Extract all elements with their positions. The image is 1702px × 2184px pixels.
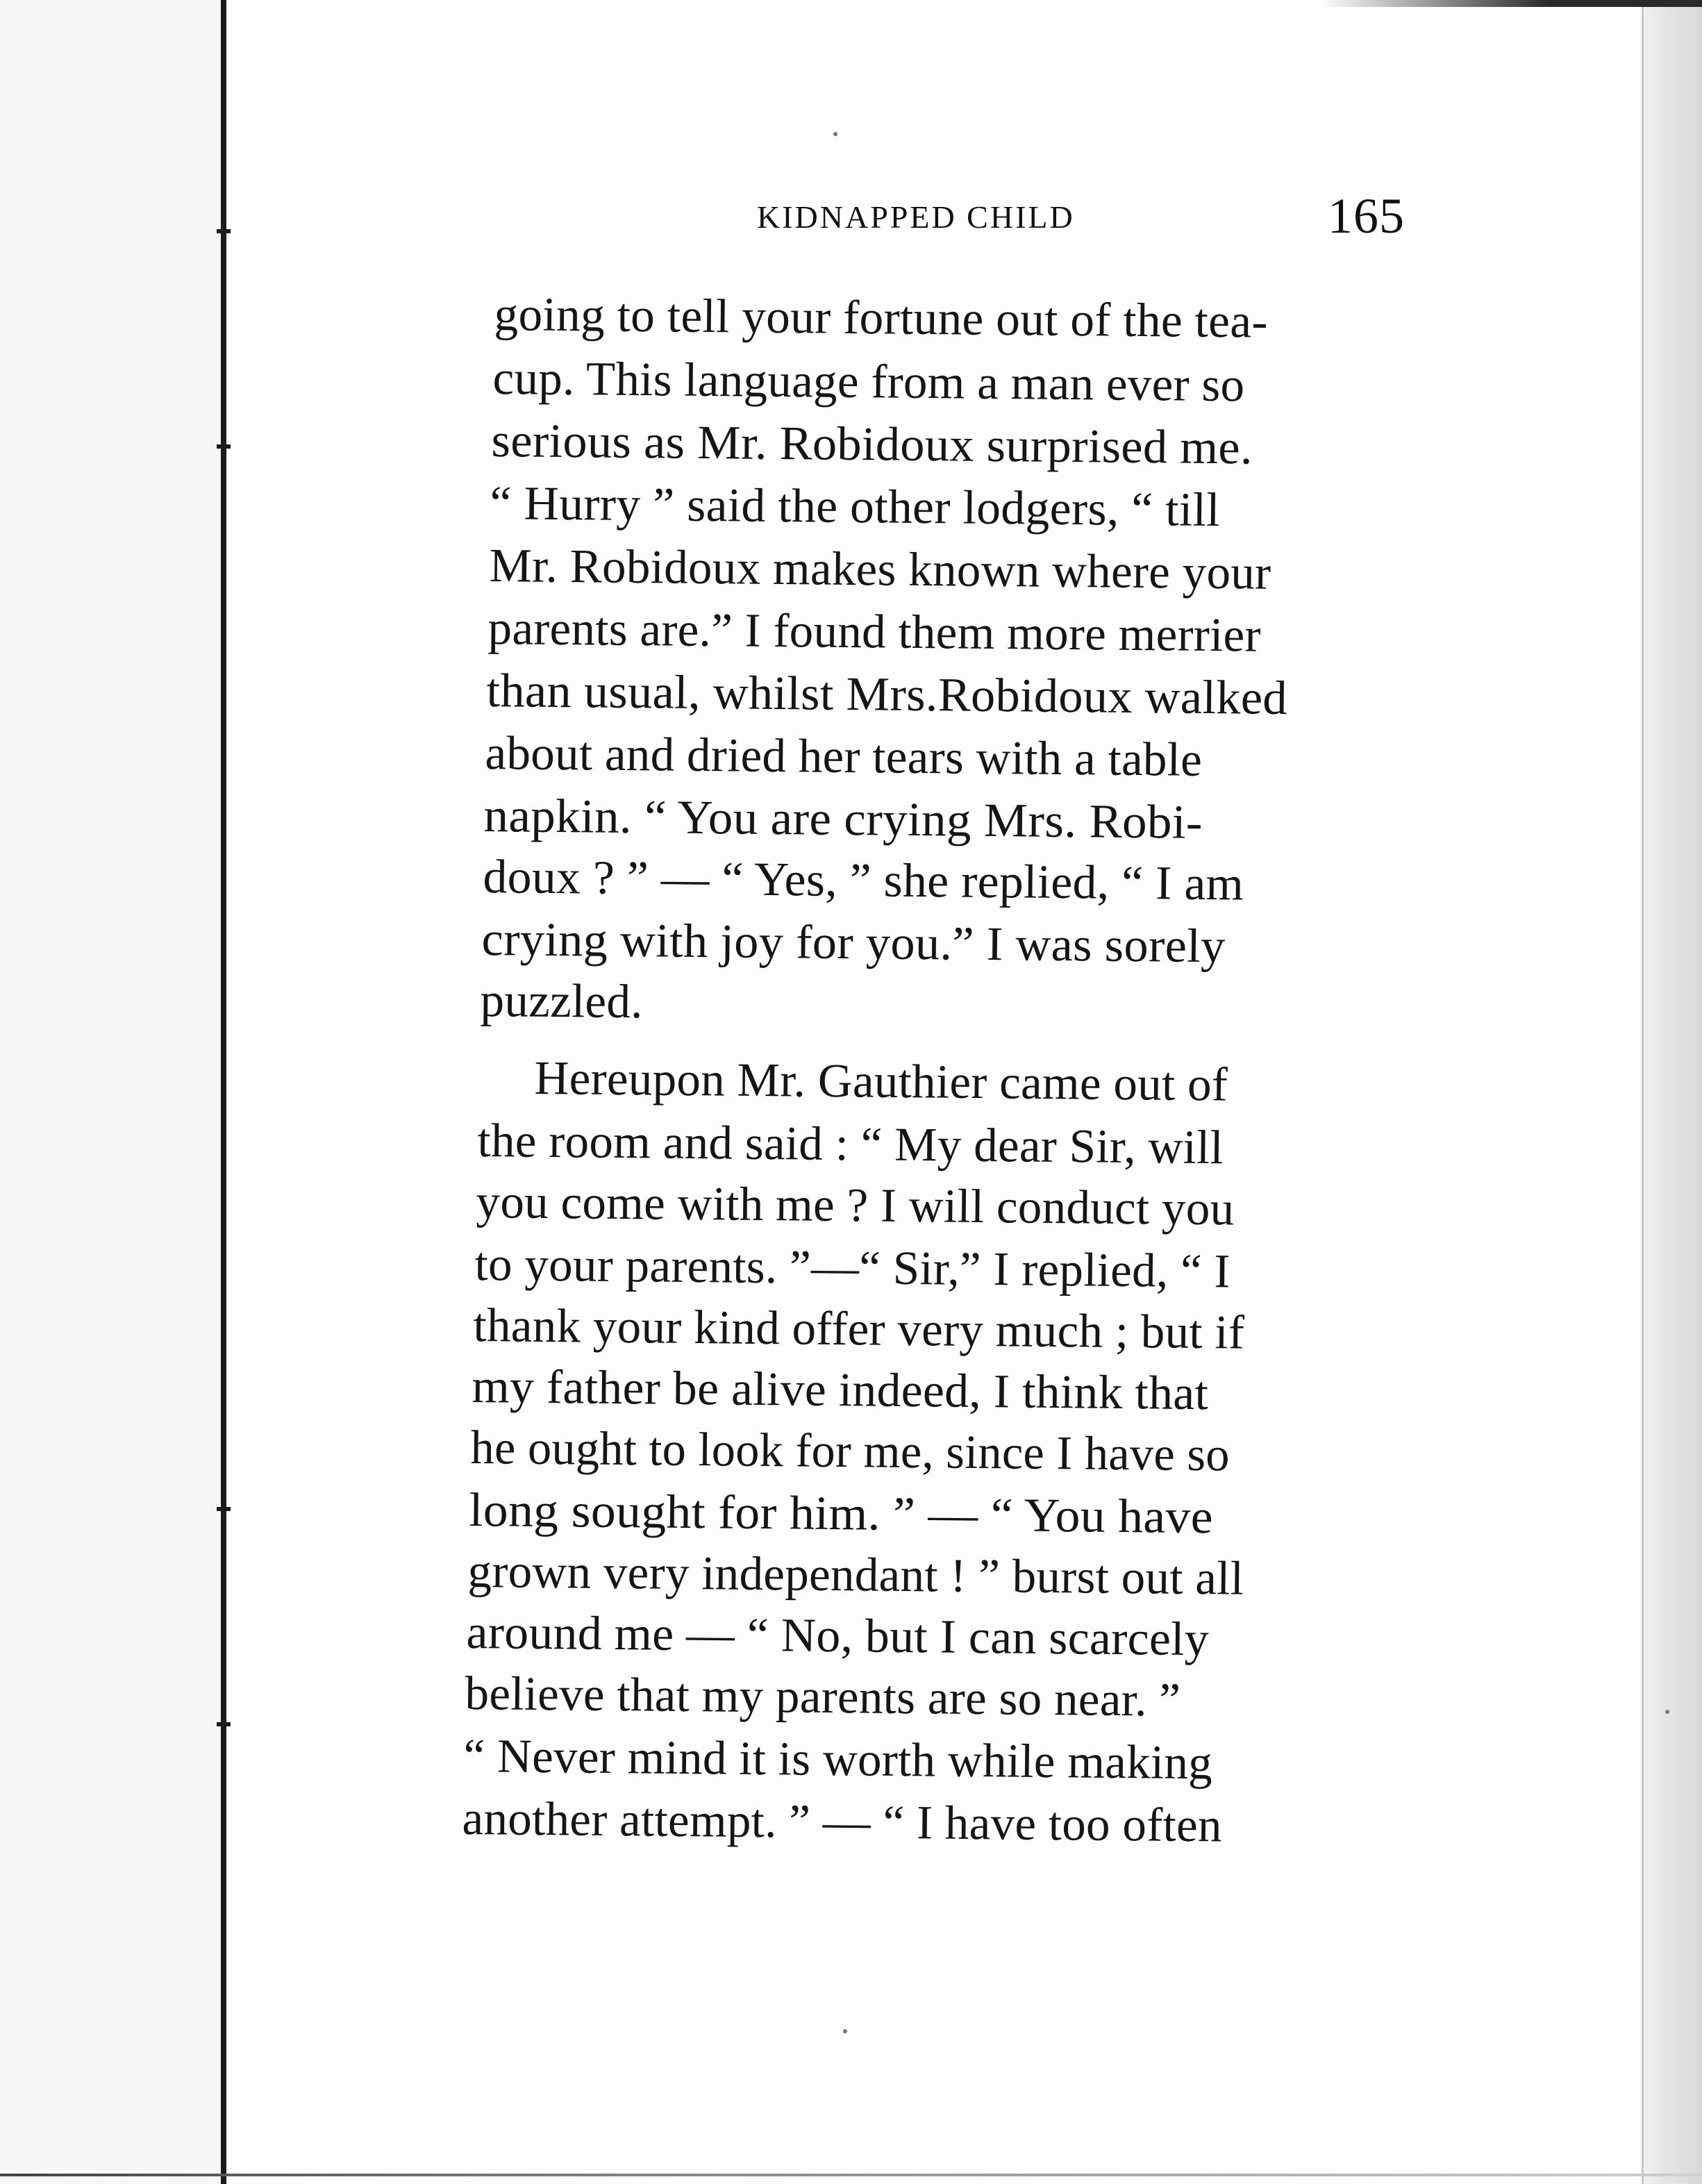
text-line: serious as Mr. Robidoux surprised me. — [491, 413, 1253, 474]
text-line: to your parents. ”—“ Sir,” I replied, “ I — [474, 1237, 1231, 1298]
text-line: crying with joy for you.” I was sorely — [481, 912, 1226, 973]
text-line: another attempt. ” — “ I have too often — [462, 1792, 1223, 1852]
text-line: Mr. Robidoux makes known where your — [489, 538, 1271, 599]
facing-page-margin — [0, 0, 221, 2184]
page-number: 165 — [1328, 188, 1405, 244]
ink-speck — [833, 132, 837, 136]
running-head: KIDNAPPED CHILD — [757, 199, 1075, 235]
text-line: Hereupon Mr. Gauthier came out of — [534, 1051, 1228, 1111]
top-edge-shadow — [1319, 0, 1702, 7]
text-line: believe that my parents are so near. ” — [465, 1667, 1181, 1726]
bottom-edge-shadow — [0, 2174, 1702, 2176]
text-line: napkin. “ You are crying Mrs. Robi- — [483, 788, 1203, 849]
text-line: about and dried her tears with a table — [485, 726, 1203, 786]
binding-mark — [217, 229, 231, 233]
text-line: the room and said : “ My dear Sir, will — [477, 1113, 1224, 1174]
page-stack-edge — [1643, 0, 1702, 2184]
page-edge-rule — [1642, 0, 1644, 2184]
ink-speck — [843, 2029, 847, 2033]
text-line: he ought to look for me, since I have so — [470, 1420, 1230, 1481]
text-line: cup. This language from a man ever so — [492, 351, 1245, 412]
text-line: my father be alive indeed, I think that — [472, 1359, 1209, 1420]
text-line: you come with me ? I will conduct you — [476, 1174, 1235, 1235]
text-line: grown very independant ! ” burst out all — [467, 1544, 1244, 1605]
text-line: “ Hurry ” said the other lodgers, “ till — [490, 476, 1221, 537]
binding-mark — [217, 444, 231, 449]
binding-mark — [217, 1722, 231, 1726]
text-line: around me — “ No, but I can scarcely — [466, 1606, 1210, 1666]
text-line: doux ? ” — “ Yes, ” she replied, “ I am — [483, 849, 1244, 910]
binding-mark — [217, 1507, 231, 1511]
binding-edge — [221, 0, 226, 2184]
text-line: than usual, whilst Mrs.Robidoux walked — [486, 663, 1288, 725]
text-line: going to tell your fortune out of the tea- — [494, 287, 1269, 348]
text-line: “ Never mind it is worth while making — [463, 1729, 1213, 1790]
ink-speck — [1665, 1710, 1669, 1714]
text-line: puzzled. — [480, 973, 644, 1028]
text-line: long sought for him. ” — “ You have — [469, 1483, 1214, 1544]
text-line: parents are.” I found them more merrier — [487, 601, 1262, 662]
text-line: thank your kind offer very much ; but if — [473, 1298, 1245, 1359]
